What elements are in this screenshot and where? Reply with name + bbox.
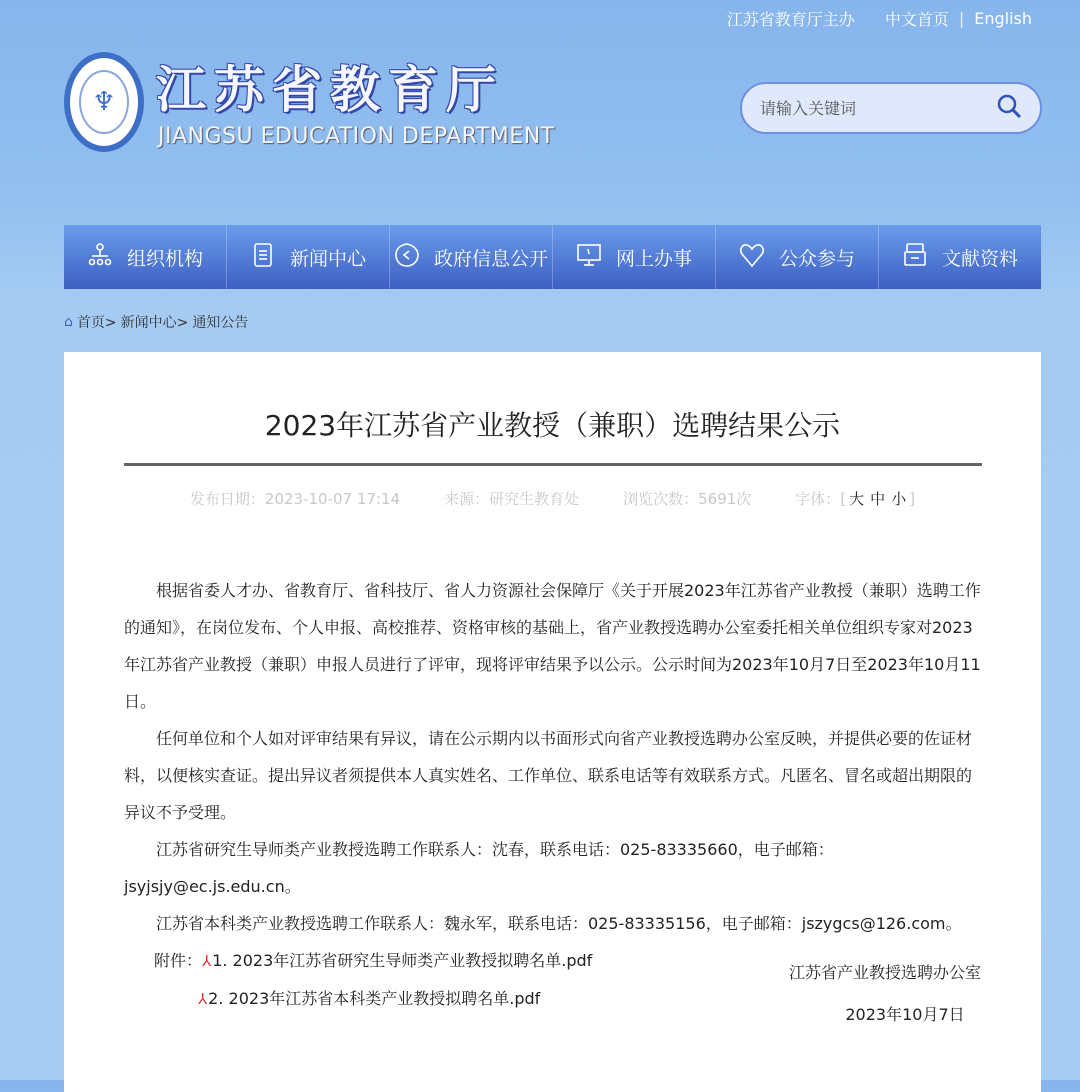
- nav-label: 组织机构: [126, 247, 203, 270]
- chinese-home-link[interactable]: 中文首页: [884, 10, 949, 29]
- site-title: 江苏省教育厅: [156, 61, 504, 119]
- top-links: [727, 7, 1032, 30]
- document-icon: [250, 242, 276, 273]
- font-medium-button[interactable]: 中: [870, 490, 886, 508]
- font-size-control: [795, 488, 915, 509]
- main-nav: [64, 225, 1041, 289]
- article-meta: [64, 488, 1041, 509]
- search-icon[interactable]: [996, 93, 1022, 123]
- signature-date: 2023年10月7日: [845, 1005, 965, 1024]
- pdf-icon: ⅄: [202, 952, 212, 970]
- source: 来源：研究生教育处: [444, 490, 580, 508]
- site-title-en: JIANGSU EDUCATION DEPARTMENT: [158, 124, 555, 149]
- home-icon: ⌂: [64, 314, 73, 330]
- paragraph: 任何单位和个人如对评审结果有异议，请在公示期内以书面形式向省产业教授选聘办公室反映，并提供必要的佐证材料，以便核实查证。提出异议者须提供本人真实姓名、工作单位、联系电话等有效联系方式。凡匿名、冒名或超出期限的异议不予受理。: [124, 729, 973, 822]
- divider: |: [958, 9, 965, 28]
- logo-emblem[interactable]: [64, 52, 144, 152]
- font-large-button[interactable]: 大: [849, 490, 865, 508]
- emblem-icon: ♆: [79, 70, 129, 134]
- nav-label: 公众参与: [778, 247, 855, 270]
- view-count: 浏览次数：5691次: [623, 490, 752, 508]
- contact-line: 江苏省研究生导师类产业教授选聘工作联系人：沈春，联系电话：025-83335660，电子邮箱：jsyjsjy@ec.js.edu.cn。: [124, 840, 834, 896]
- breadcrumb-home[interactable]: 首页>: [76, 315, 117, 331]
- attachment-link-2[interactable]: 2. 2023年江苏省本科类产业教授拟聘名单.pdf: [208, 989, 541, 1008]
- attachment-link-1[interactable]: 1. 2023年江苏省研究生导师类产业教授拟聘名单.pdf: [212, 951, 593, 970]
- breadcrumb: [64, 312, 248, 332]
- nav-item-public[interactable]: [716, 225, 879, 289]
- signature-org: 江苏省产业教授选聘办公室: [788, 963, 981, 982]
- nav-item-news[interactable]: [227, 225, 390, 289]
- article-panel: [64, 352, 1041, 1092]
- heart-icon: [739, 242, 765, 273]
- font-bracket: ]: [909, 490, 916, 508]
- search-input[interactable]: [760, 99, 996, 118]
- paragraph: 根据省委人才办、省教育厅、省科技厅、省人力资源社会保障厅《关于开展2023年江苏省产业教授（兼职）选聘工作的通知》，在岗位发布、个人申报、高校推荐、资格审核的基础上，省产业教授选聘办公室委托相关单位组织专家对2023年江苏省产业教授（兼职）申报人员进行了评审，现将评审结果予以公示。公示时间为2023年10月7日至2023年10月11日。: [124, 581, 981, 711]
- monitor-icon: [576, 242, 602, 273]
- nav-label: 网上办事: [615, 247, 692, 270]
- breadcrumb-news[interactable]: 新闻中心>: [120, 315, 189, 331]
- compass-icon: [394, 242, 420, 273]
- attachments-label: 附件：: [154, 951, 203, 970]
- breadcrumb-current[interactable]: 通知公告: [192, 315, 249, 331]
- nav-label: 政府信息公开: [433, 247, 548, 270]
- font-small-button[interactable]: 小: [891, 490, 907, 508]
- nav-item-docs[interactable]: [879, 225, 1041, 289]
- pdf-icon: ⅄: [198, 990, 208, 1008]
- title-divider: [124, 463, 982, 466]
- font-label: 字体：[: [795, 490, 847, 508]
- org-chart-icon: [87, 242, 113, 273]
- signature-block: [789, 952, 981, 1036]
- contact-line: 江苏省本科类产业教授选聘工作联系人：魏永军，联系电话：025-83335156，电子邮箱：jszygcs@126.com。: [156, 914, 962, 933]
- nav-item-gov-info[interactable]: [390, 225, 553, 289]
- english-link[interactable]: English: [974, 9, 1032, 28]
- publish-date: 发布日期：2023-10-07 17:14: [189, 490, 401, 508]
- search-box: [740, 82, 1042, 134]
- nav-label: 文献资料: [941, 247, 1018, 270]
- article-title: 2023年江苏省产业教授（兼职）选聘结果公示: [264, 409, 841, 442]
- archive-icon: [902, 242, 928, 273]
- nav-item-online[interactable]: [553, 225, 716, 289]
- nav-label: 新闻中心: [289, 247, 366, 270]
- sponsor-text: 江苏省教育厅主办: [726, 10, 855, 29]
- nav-item-org[interactable]: [64, 225, 227, 289]
